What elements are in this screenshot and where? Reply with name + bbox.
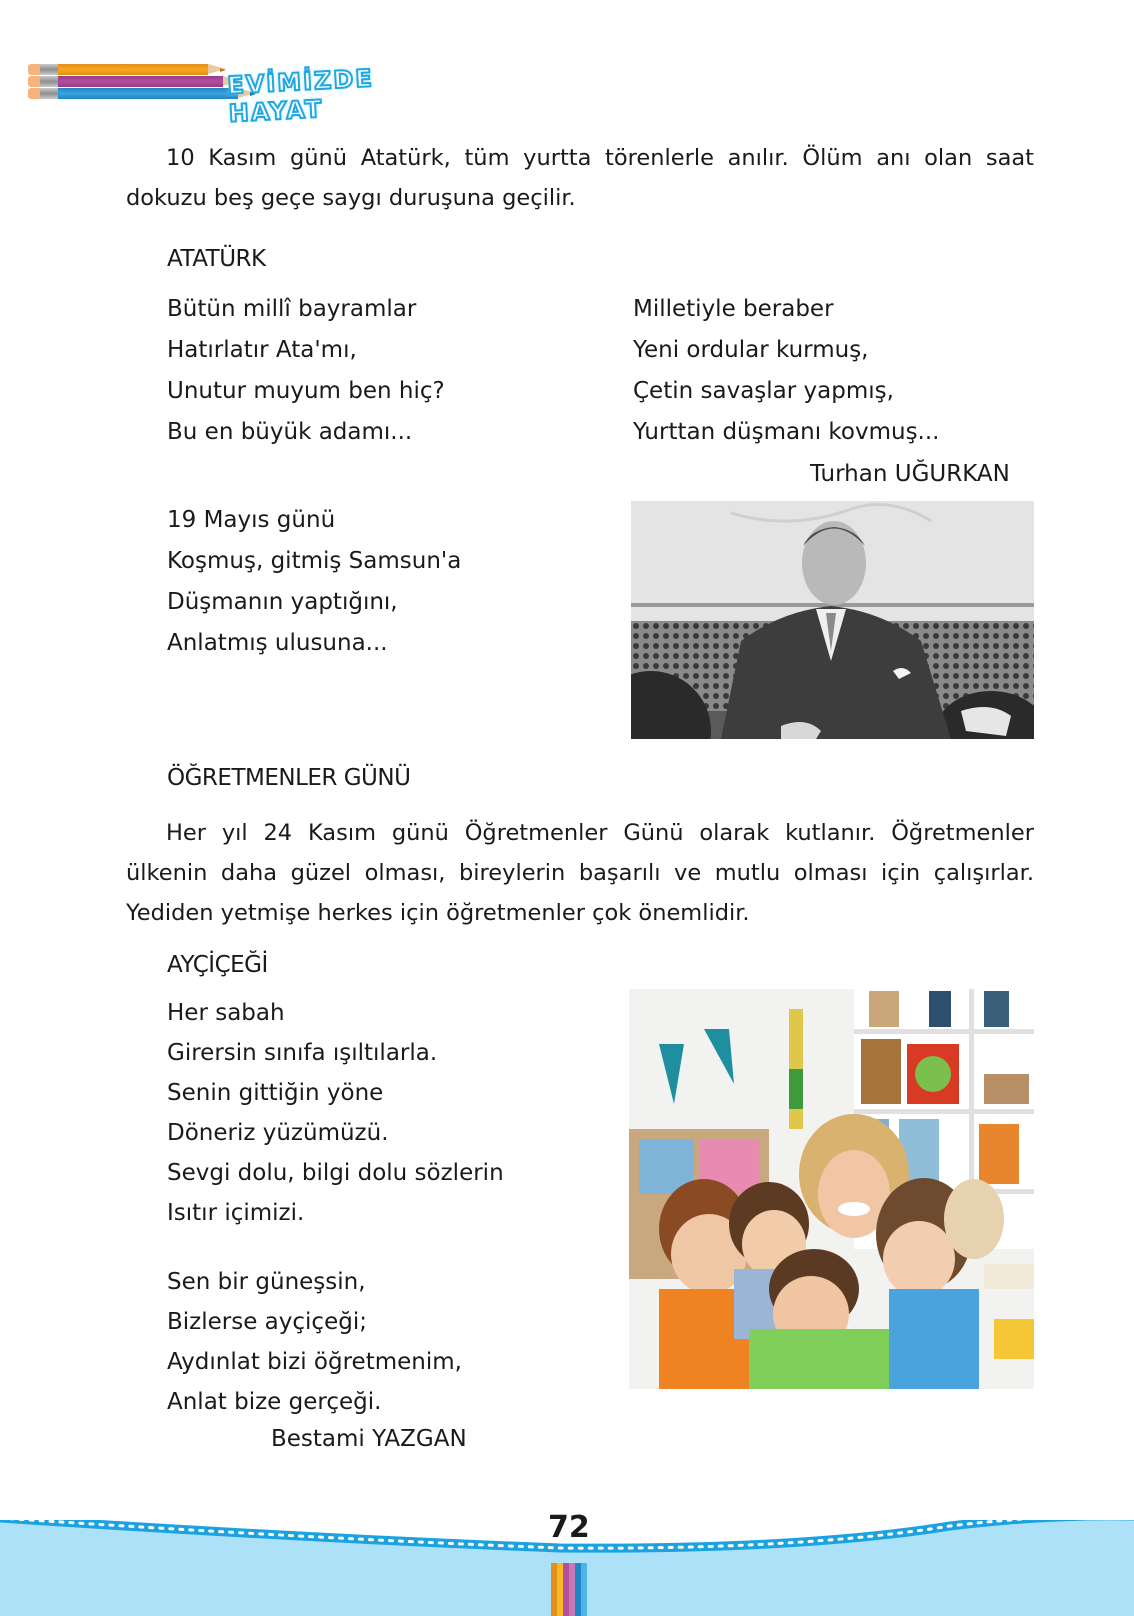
poem-line: Yeni ordular kurmuş, <box>633 337 869 363</box>
book-title: EVİMİZDE HAYAT <box>226 64 375 128</box>
poem-line: Girersin sınıfa ışıltılarla. <box>167 1040 438 1066</box>
poem-line: Döneriz yüzümüzü. <box>167 1120 389 1146</box>
poem-line: Her sabah <box>167 1000 285 1026</box>
classroom-image-icon <box>629 989 1034 1389</box>
poem-line: 19 Mayıs günü <box>167 507 336 533</box>
poem-line: Senin gittiğin yöne <box>167 1080 384 1106</box>
teachers-day-text: Her yıl 24 Kasım günü Öğretmenler Günü olarak kutlanır. Öğretmenler ülkenin daha güzel olması, bireylerin başarılı ve mutlu olması için çalışırlar. Yediden yetmişe herkes için öğretmenler çok önemlidir. <box>126 820 1034 926</box>
poem-line: Isıtır içimizi. <box>167 1200 305 1226</box>
intro-paragraph <box>126 138 1034 218</box>
spine-stripe <box>581 1563 587 1616</box>
section-title-teachers-day: ÖĞRETMENLER GÜNÜ <box>167 765 411 791</box>
poem-line: Sevgi dolu, bilgi dolu sözlerin <box>167 1160 504 1186</box>
portrait-image-icon <box>631 501 1034 739</box>
poem-line: Yurttan düşmanı kovmuş... <box>633 419 940 445</box>
poem-line: Sen bir güneşsin, <box>167 1269 366 1295</box>
page-number: 72 <box>548 1510 590 1545</box>
intro-text: 10 Kasım günü Atatürk, tüm yurtta törenlerle anılır. Ölüm anı olan saat dokuzu beş geçe saygı duruşuna geçilir. <box>126 145 1034 211</box>
poem-line: Bütün millî bayramlar <box>167 296 417 322</box>
poem-line: Hatırlatır Ata'mı, <box>167 337 357 363</box>
aycicegi-stanza-1 <box>167 993 504 1233</box>
poem-author-ataturk: Turhan UĞURKAN <box>810 461 1010 487</box>
ataturk-photo <box>631 501 1034 739</box>
teacher-children-photo <box>629 989 1034 1389</box>
poem-title-ataturk: ATATÜRK <box>167 246 266 272</box>
poem-line: Düşmanın yaptığını, <box>167 589 398 615</box>
poem-line: Unutur muyum ben hiç? <box>167 378 445 404</box>
poem-line: Aydınlat bizi öğretmenim, <box>167 1349 462 1375</box>
aycicegi-stanza-2 <box>167 1262 462 1422</box>
ataturk-stanza-3 <box>633 289 939 453</box>
poem-line: Bu en büyük adamı... <box>167 419 413 445</box>
ataturk-stanza-2 <box>167 500 461 664</box>
spine-stripes <box>551 1563 587 1616</box>
page-header <box>28 64 448 128</box>
poem-line: Anlat bize gerçeği. <box>167 1389 382 1415</box>
poem-line: Milletiyle beraber <box>633 296 834 322</box>
teachers-day-paragraph <box>126 813 1034 933</box>
poem-line: Çetin savaşlar yapmış, <box>633 378 894 404</box>
poem-author-aycicegi: Bestami YAZGAN <box>271 1426 467 1452</box>
poem-line: Anlatmış ulusuna... <box>167 630 388 656</box>
ataturk-stanza-1 <box>167 289 445 453</box>
poem-line: Koşmuş, gitmiş Samsun'a <box>167 548 462 574</box>
poem-title-aycicegi: AYÇİÇEĞİ <box>167 952 268 978</box>
poem-line: Bizlerse ayçiçeği; <box>167 1309 367 1335</box>
